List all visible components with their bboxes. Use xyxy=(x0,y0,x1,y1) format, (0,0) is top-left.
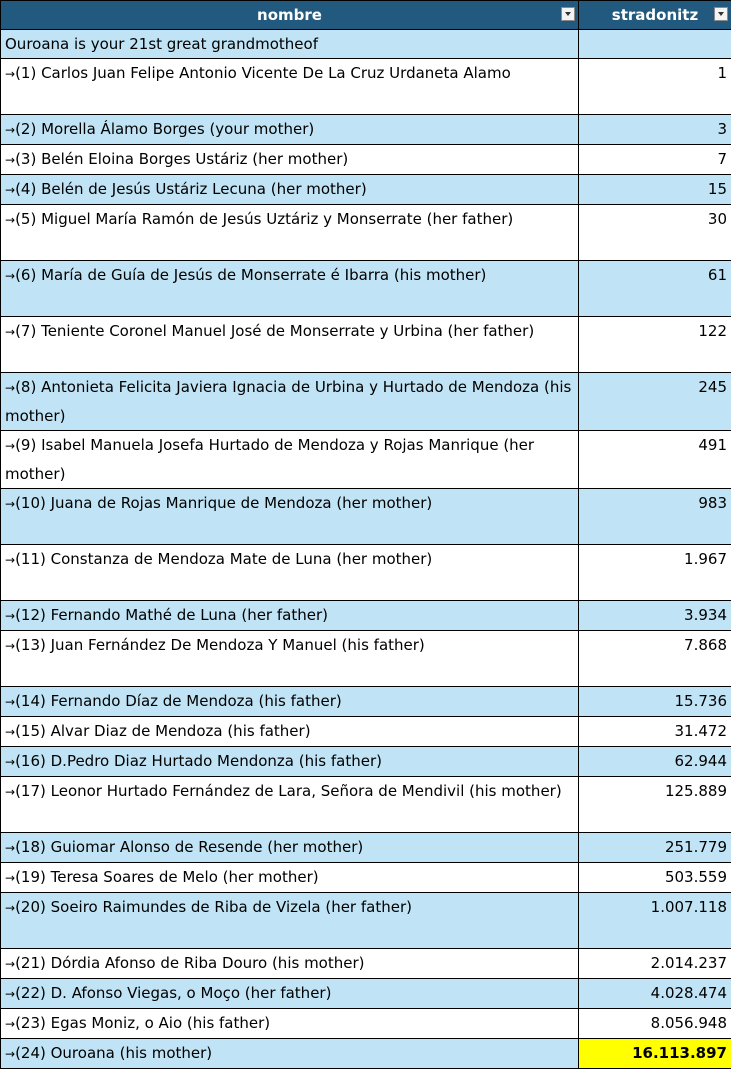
arrow-right-icon: → xyxy=(5,325,15,339)
arrow-right-icon: → xyxy=(5,1047,15,1061)
arrow-right-icon: → xyxy=(5,67,15,81)
stradonitz-cell[interactable]: 1.967 xyxy=(579,545,731,601)
ancestor-name: (11) Constanza de Mendoza Mate de Luna (her mother) xyxy=(15,550,432,568)
arrow-right-icon: → xyxy=(5,213,15,227)
arrow-right-icon: → xyxy=(5,123,15,137)
stradonitz-cell[interactable]: 2.014.237 xyxy=(579,949,731,979)
arrow-right-icon: → xyxy=(5,957,15,971)
stradonitz-cell[interactable]: 4.028.474 xyxy=(579,979,731,1009)
name-cell[interactable] xyxy=(1,205,579,261)
name-cell[interactable] xyxy=(1,601,579,631)
ancestor-name: (21) Dórdia Afonso de Riba Douro (his mother) xyxy=(15,954,364,972)
stradonitz-cell[interactable]: 15 xyxy=(579,175,731,205)
table-row xyxy=(1,317,731,373)
name-cell[interactable] xyxy=(1,893,579,949)
stradonitz-cell[interactable]: 245 xyxy=(579,373,731,431)
ancestor-name: (1) Carlos Juan Felipe Antonio Vicente De La Cruz Urdaneta Alamo xyxy=(15,64,511,82)
name-cell[interactable] xyxy=(1,261,579,317)
stradonitz-cell[interactable]: 30 xyxy=(579,205,731,261)
table-row xyxy=(1,687,731,717)
stradonitz-cell[interactable]: 31.472 xyxy=(579,717,731,747)
dropdown-filter-icon[interactable] xyxy=(714,7,728,21)
ancestor-name: (8) Antonieta Felicita Javiera Ignacia de Urbina y Hurtado de Mendoza (his mother) xyxy=(5,378,571,425)
name-cell[interactable] xyxy=(1,59,579,115)
name-cell[interactable] xyxy=(1,1009,579,1039)
arrow-right-icon: → xyxy=(5,609,15,623)
table-row xyxy=(1,545,731,601)
table-row xyxy=(1,833,731,863)
intro-row xyxy=(1,30,731,59)
name-cell[interactable] xyxy=(1,145,579,175)
ancestor-name: (6) María de Guía de Jesús de Monserrate é Ibarra (his mother) xyxy=(15,266,486,284)
stradonitz-cell[interactable]: 62.944 xyxy=(579,747,731,777)
name-cell[interactable] xyxy=(1,489,579,545)
ancestor-name: (20) Soeiro Raimundes de Riba de Vizela (her father) xyxy=(15,898,412,916)
dropdown-filter-icon[interactable] xyxy=(561,7,575,21)
arrow-right-icon: → xyxy=(5,755,15,769)
name-cell[interactable] xyxy=(1,631,579,687)
arrow-right-icon: → xyxy=(5,1017,15,1031)
table-row xyxy=(1,777,731,833)
table-row xyxy=(1,747,731,777)
ancestor-name: (17) Leonor Hurtado Fernández de Lara, Señora de Mendivil (his mother) xyxy=(15,782,562,800)
table-row xyxy=(1,115,731,145)
ancestor-name: (15) Alvar Diaz de Mendoza (his father) xyxy=(15,722,311,740)
name-cell[interactable] xyxy=(1,687,579,717)
ancestor-name: (2) Morella Álamo Borges (your mother) xyxy=(15,120,314,138)
table-row xyxy=(1,1009,731,1039)
table-row xyxy=(1,175,731,205)
arrow-right-icon: → xyxy=(5,987,15,1001)
column-header-stradonitz[interactable] xyxy=(579,1,731,30)
name-cell[interactable] xyxy=(1,747,579,777)
ancestor-name: (22) D. Afonso Viegas, o Moço (her father) xyxy=(15,984,331,1002)
ancestor-name: (16) D.Pedro Diaz Hurtado Mendonza (his father) xyxy=(15,752,382,770)
name-cell[interactable] xyxy=(1,979,579,1009)
arrow-right-icon: → xyxy=(5,183,15,197)
arrow-right-icon: → xyxy=(5,381,15,395)
ancestor-name: (12) Fernando Mathé de Luna (her father) xyxy=(15,606,328,624)
table-row xyxy=(1,145,731,175)
table-row xyxy=(1,59,731,115)
stradonitz-cell[interactable]: 251.779 xyxy=(579,833,731,863)
column-header-label: nombre xyxy=(257,1,322,29)
stradonitz-cell[interactable]: 3 xyxy=(579,115,731,145)
arrow-right-icon: → xyxy=(5,725,15,739)
name-cell[interactable] xyxy=(1,833,579,863)
name-cell[interactable] xyxy=(1,777,579,833)
intro-value-cell[interactable] xyxy=(579,30,731,59)
column-header-nombre[interactable] xyxy=(1,1,579,30)
arrow-right-icon: → xyxy=(5,871,15,885)
ancestor-name: (7) Teniente Coronel Manuel José de Monserrate y Urbina (her father) xyxy=(15,322,534,340)
table-row xyxy=(1,631,731,687)
ancestor-name: (23) Egas Moniz, o Aio (his father) xyxy=(15,1014,270,1032)
name-cell[interactable] xyxy=(1,317,579,373)
ancestor-name: (18) Guiomar Alonso de Resende (her mother) xyxy=(15,838,363,856)
arrow-right-icon: → xyxy=(5,901,15,915)
ancestor-name: (13) Juan Fernández De Mendoza Y Manuel (his father) xyxy=(15,636,425,654)
table-row xyxy=(1,863,731,893)
intro-cell[interactable]: Ouroana is your 21st great grandmotheof xyxy=(1,30,579,59)
chevron-down-icon xyxy=(565,12,571,16)
table-row xyxy=(1,717,731,747)
table-row xyxy=(1,373,731,431)
arrow-right-icon: → xyxy=(5,553,15,567)
ancestor-name: (4) Belén de Jesús Ustáriz Lecuna (her mother) xyxy=(15,180,367,198)
stradonitz-cell[interactable]: 16.113.897 xyxy=(579,1039,731,1069)
name-cell[interactable] xyxy=(1,949,579,979)
table-row xyxy=(1,205,731,261)
arrow-right-icon: → xyxy=(5,439,15,453)
stradonitz-cell[interactable]: 125.889 xyxy=(579,777,731,833)
stradonitz-cell[interactable]: 8.056.948 xyxy=(579,1009,731,1039)
arrow-right-icon: → xyxy=(5,269,15,283)
arrow-right-icon: → xyxy=(5,841,15,855)
stradonitz-cell[interactable]: 1 xyxy=(579,59,731,115)
stradonitz-cell[interactable]: 7 xyxy=(579,145,731,175)
column-header-label: stradonitz xyxy=(612,1,698,29)
name-cell[interactable] xyxy=(1,373,579,431)
name-cell[interactable] xyxy=(1,1039,579,1069)
header-row xyxy=(1,1,731,30)
arrow-right-icon: → xyxy=(5,785,15,799)
arrow-right-icon: → xyxy=(5,695,15,709)
ancestor-name: (9) Isabel Manuela Josefa Hurtado de Mendoza y Rojas Manrique (her mother) xyxy=(5,436,534,483)
table-row xyxy=(1,979,731,1009)
stradonitz-cell[interactable]: 7.868 xyxy=(579,631,731,687)
ancestor-name: (10) Juana de Rojas Manrique de Mendoza (her mother) xyxy=(15,494,432,512)
ancestor-name: (14) Fernando Díaz de Mendoza (his father) xyxy=(15,692,342,710)
table-row xyxy=(1,1039,731,1069)
name-cell[interactable] xyxy=(1,545,579,601)
name-cell[interactable] xyxy=(1,431,579,489)
name-cell[interactable] xyxy=(1,863,579,893)
ancestor-name: (19) Teresa Soares de Melo (her mother) xyxy=(15,868,319,886)
name-cell[interactable] xyxy=(1,115,579,145)
chevron-down-icon xyxy=(718,12,724,16)
stradonitz-cell[interactable]: 15.736 xyxy=(579,687,731,717)
table-row xyxy=(1,893,731,949)
table-row xyxy=(1,949,731,979)
ancestor-name: (24) Ouroana (his mother) xyxy=(15,1044,212,1062)
stradonitz-cell[interactable]: 61 xyxy=(579,261,731,317)
stradonitz-cell[interactable]: 122 xyxy=(579,317,731,373)
table-row xyxy=(1,601,731,631)
name-cell[interactable] xyxy=(1,717,579,747)
stradonitz-cell[interactable]: 491 xyxy=(579,431,731,489)
ancestor-name: (3) Belén Eloina Borges Ustáriz (her mother) xyxy=(15,150,348,168)
name-cell[interactable] xyxy=(1,175,579,205)
arrow-right-icon: → xyxy=(5,153,15,167)
ancestor-name: (5) Miguel María Ramón de Jesús Uztáriz y Monserrate (her father) xyxy=(15,210,513,228)
arrow-right-icon: → xyxy=(5,639,15,653)
table-row xyxy=(1,489,731,545)
table-row xyxy=(1,261,731,317)
stradonitz-cell[interactable]: 503.559 xyxy=(579,863,731,893)
stradonitz-cell[interactable]: 983 xyxy=(579,489,731,545)
arrow-right-icon: → xyxy=(5,497,15,511)
table-row xyxy=(1,431,731,489)
stradonitz-cell[interactable]: 3.934 xyxy=(579,601,731,631)
stradonitz-cell[interactable]: 1.007.118 xyxy=(579,893,731,949)
